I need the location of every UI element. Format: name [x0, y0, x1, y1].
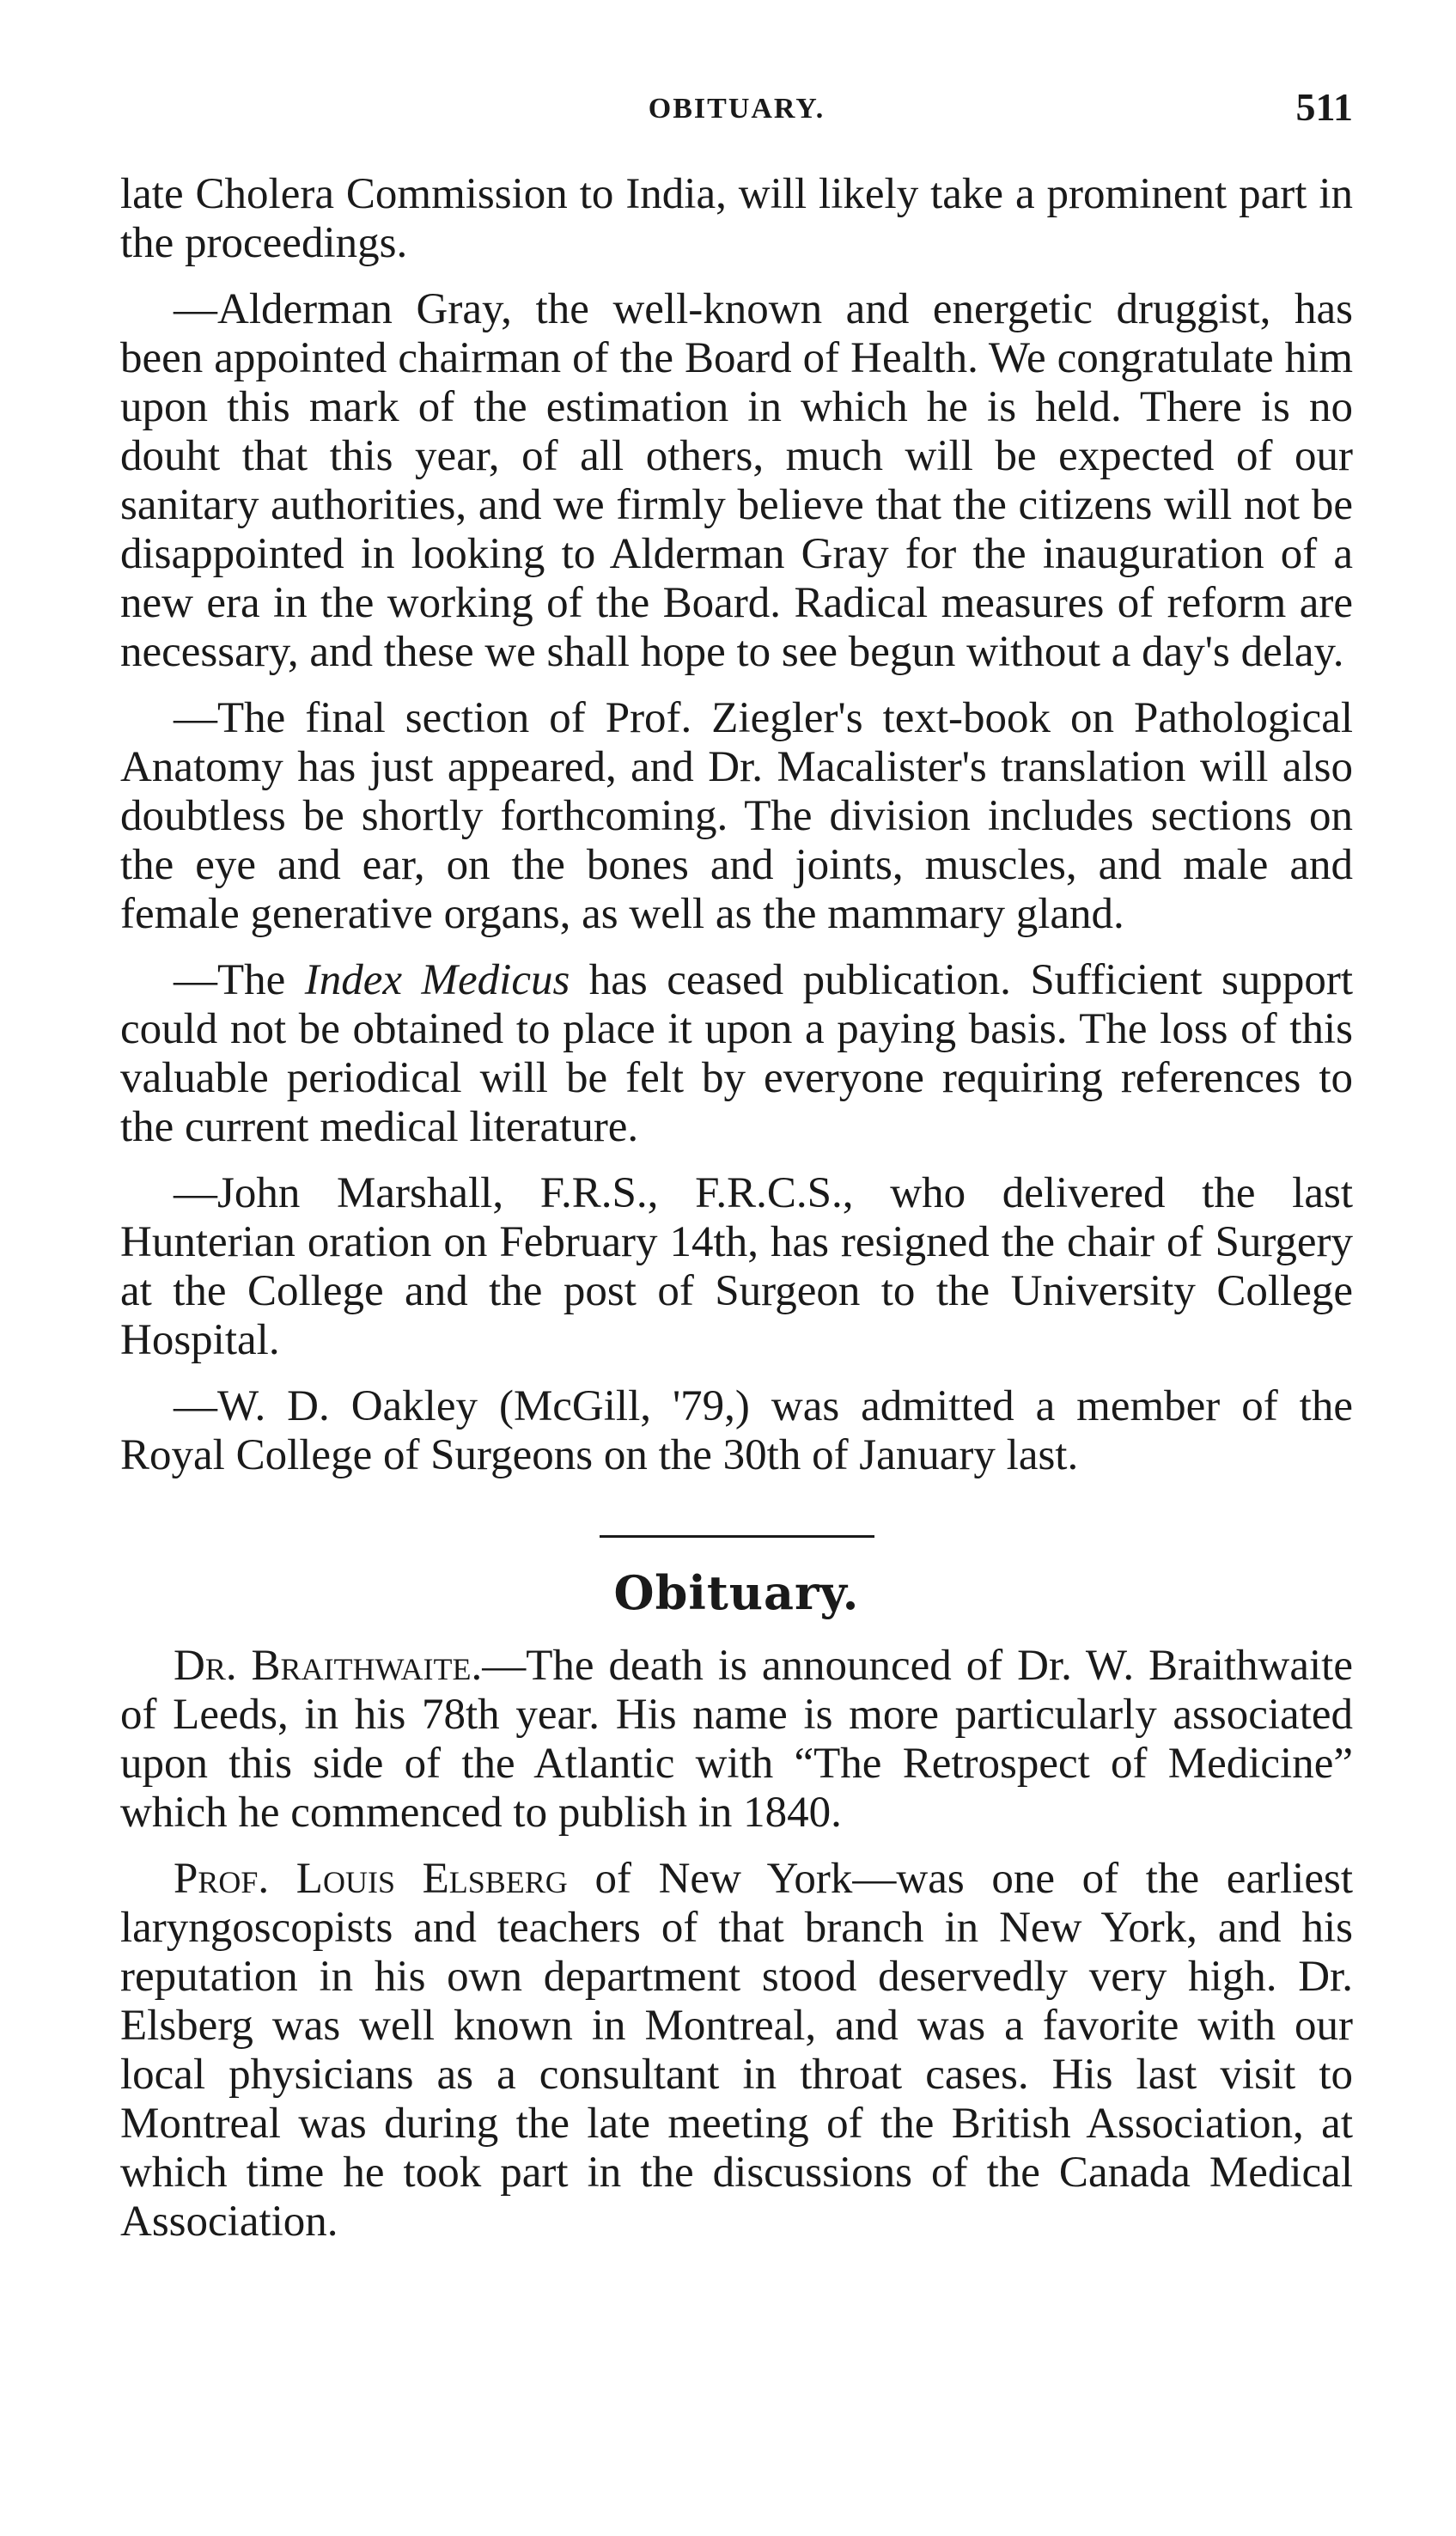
index-medicus-title: Index Medicus	[304, 956, 570, 1004]
paragraph-index-medicus	[120, 956, 1353, 1152]
obituary-heading: Obituary.	[613, 1565, 860, 1620]
paragraph-john-marshall: —John Marshall, F.R.S., F.R.C.S., who delivered the last Hunterian oration on February 14th, has resigned the chair of Surgery at the College and the post of Surgeon to the University College Hospital.	[120, 1169, 1353, 1364]
body-text	[120, 170, 1353, 2246]
obituary-name-elsberg: Prof. Louis Elsberg	[174, 1855, 568, 1903]
index-medicus-lead: —The	[174, 956, 305, 1004]
paragraph-cholera-commission: late Cholera Commission to India, will likely take a prominent part in the proceedings.	[120, 170, 1353, 267]
obituary-entry-elsberg	[120, 1855, 1353, 2246]
obituary-entry-braithwaite	[120, 1642, 1353, 1838]
obituary-text-elsberg: of New York—was one of the earliest laryngoscopists and teachers of that branch in New York, and his reputation in his own department stood deservedly very high. Dr. Elsberg was well known in Montreal, and was a favorite with our local physicians as a consultant in throat cases. His last visit to Montreal was during the late meeting of the British Association, at which time he took part in the discussions of the Canada Medical Association.	[120, 1855, 1353, 2246]
page	[120, 77, 1353, 2264]
section-divider	[600, 1535, 874, 1538]
index-medicus-rest: has ceased publication. Sufficient support could not be obtained to place it upon a paying basis. The loss of this valuable periodical will be felt by everyone requiring references to the current medical literature.	[120, 956, 1353, 1151]
paragraph-ziegler-textbook: —The final section of Prof. Ziegler's text-book on Pathological Anatomy has just appeared, and Dr. Macalister's translation will also doubtless be shortly forthcoming. The division includes sections on the eye and ear, on the bones and joints, muscles, and male and female generative organs, as well as the mammary gland.	[120, 694, 1353, 938]
obituary-text-braithwaite: —The death is announced of Dr. W. Braithwaite of Leeds, in his 78th year. His name is more particularly associated upon this side of the Atlantic with “The Retrospect of Medicine” which he commenced to publish in 1840.	[120, 1642, 1353, 1837]
page-number: 511	[1295, 85, 1353, 129]
paragraph-alderman-gray: —Alderman Gray, the well-known and energetic druggist, has been appointed chairman of the Board of Health. We congratulate him upon this mark of the estimation in which he is held. There is no douht that this year, of all others, much will be expected of our sanitary authorities, and we firmly believe that the citizens will not be disappointed in looking to Alderman Gray for the inauguration of a new era in the working of the Board. Radical measures of reform are necessary, and these we shall hope to see begun without a day's delay.	[120, 285, 1353, 676]
running-title: OBITUARY.	[648, 93, 825, 125]
obituary-name-braithwaite: Dr. Braithwaite.	[174, 1642, 483, 1690]
paragraph-oakley: —W. D. Oakley (McGill, '79,) was admitted a member of the Royal College of Surgeons on the 30th of January last.	[120, 1382, 1353, 1479]
running-head	[120, 77, 1353, 137]
